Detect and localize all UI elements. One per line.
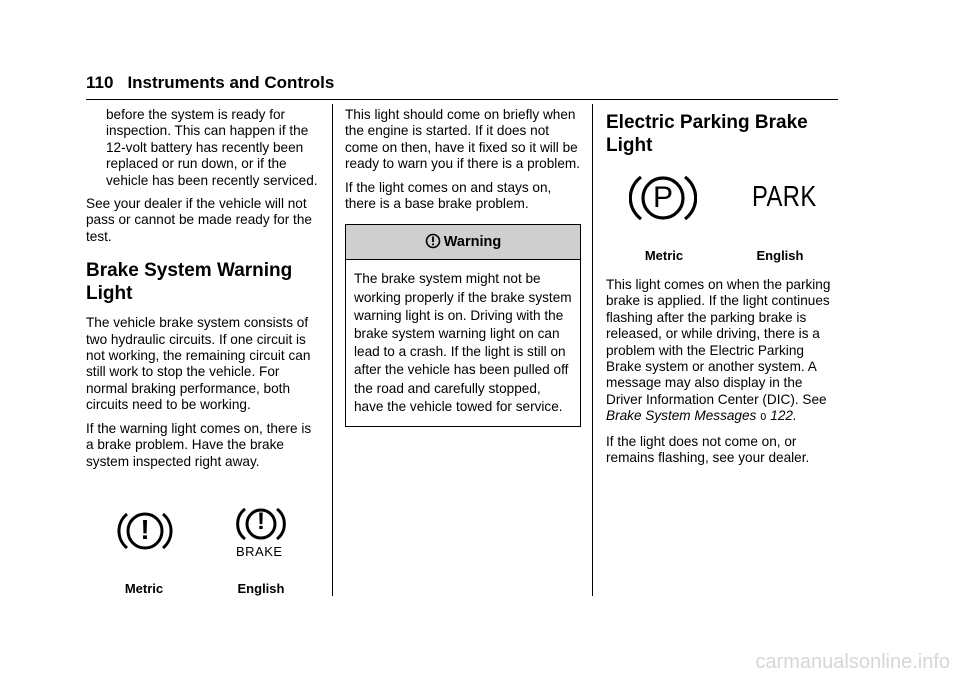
continued-list-text: before the system is ready for inspection. This can happen if the 12-volt battery has recently been replaced or run down, or if the vehicle has been recently serviced. <box>106 107 318 188</box>
column-3-body <box>606 277 842 473</box>
parking-light-text: This light comes on when the parking brake is applied. If the light continues flashing after the parking brake is released, or while driving, there is a problem with the Electric Parking Brake system or another system. A message may also display in the Driver Information Center (DIC). See <box>606 277 831 407</box>
park-metric-caption: Metric <box>644 248 684 263</box>
section-title: Instruments and Controls <box>127 73 335 92</box>
page-ref-number[interactable]: 122. <box>770 408 797 424</box>
brake-english-label: BRAKE <box>236 544 283 559</box>
warning-icon <box>425 233 441 249</box>
brake-metric-icon <box>117 508 173 554</box>
page-ref-arrow: 0 <box>760 412 767 424</box>
brake-metric-exclamation: ! <box>140 514 150 545</box>
dealer-paragraph: If the light does not come on, or remains flashing, see your dealer. <box>606 433 810 466</box>
base-brake-paragraph: If the light comes on and stays on, there is a base brake problem. <box>345 179 552 212</box>
warning-body <box>346 260 580 426</box>
page-number: 110 <box>86 73 114 92</box>
column-divider-2 <box>592 104 593 596</box>
header-rule <box>86 99 838 100</box>
park-english-label: PARK <box>752 181 817 213</box>
brake-metric-caption: Metric <box>124 581 164 596</box>
dealer-note: See your dealer if the vehicle will not pass or cannot be made ready for the test. <box>86 196 312 244</box>
watermark: carmanualsonline.info <box>755 651 950 673</box>
brake-english-icon <box>236 504 286 562</box>
column-divider-1 <box>332 104 333 596</box>
parking-brake-heading: Electric Parking Brake Light <box>606 112 808 156</box>
page-header <box>86 73 334 93</box>
brake-english-exclamation: ! <box>257 508 265 535</box>
warning-title: Warning <box>443 234 502 251</box>
brake-messages-link[interactable]: Brake System Messages <box>606 408 757 424</box>
park-metric-icon <box>629 171 697 225</box>
brake-problem-paragraph: If the warning light comes on, there is a brake problem. Have the brake system inspected right away. <box>86 420 312 469</box>
warning-box <box>345 224 581 427</box>
column-2 <box>345 107 581 427</box>
parking-light-paragraph <box>606 277 842 427</box>
brake-circuits-paragraph: The vehicle brake system consists of two hydraulic circuits. If one circuit is not working, the remaining circuit can still work to stop the vehicle. For normal braking performance, both circuits need to be working. <box>86 315 311 413</box>
brake-warning-heading: Brake System Warning Light <box>86 260 293 305</box>
park-metric-letter: P <box>652 181 673 214</box>
warning-text: The brake system might not be working properly if the brake system warning light is on. Driving with the brake system warning light on can lead to a crash. If the light is still on after the vehicle has been pulled off the road and carefully stopped, have the vehicle towed for service. <box>354 271 572 414</box>
light-check-paragraph: This light should come on briefly when the engine is started. If it does not come on then, have it fixed so it will be ready to warn you if there is a problem. <box>345 107 580 172</box>
column-3 <box>606 107 842 167</box>
column-1 <box>86 107 322 477</box>
park-english-caption: English <box>756 248 804 263</box>
brake-english-caption: English <box>237 581 285 596</box>
warning-header <box>346 225 580 260</box>
